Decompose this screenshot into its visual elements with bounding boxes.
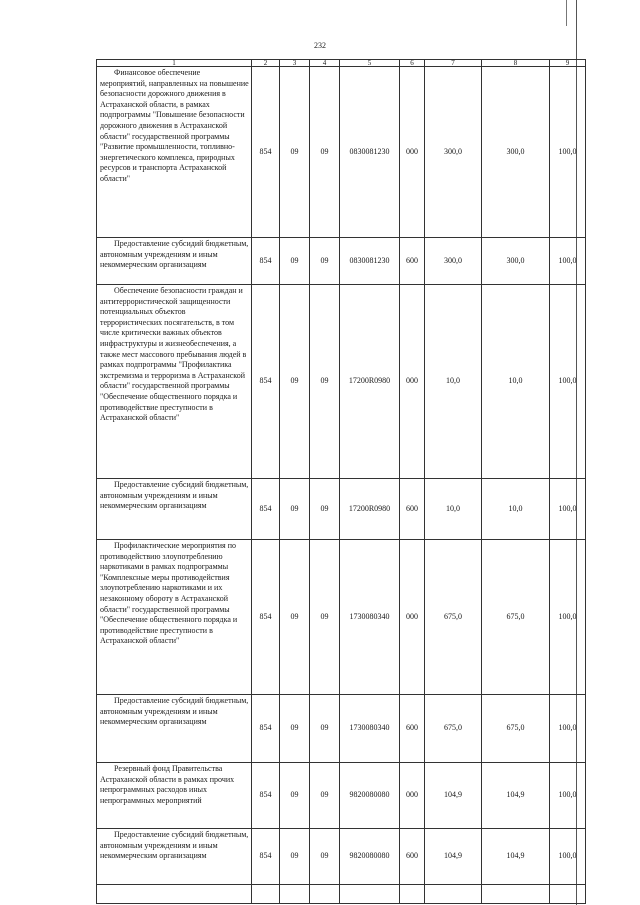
row-cell: 9820080080 xyxy=(340,763,400,829)
row-cell: 100,0 xyxy=(550,285,586,479)
row-cell: 100,0 xyxy=(550,540,586,695)
row-cell: 1730080340 xyxy=(340,695,400,763)
row-cell: 104,9 xyxy=(482,763,550,829)
row-cell: 854 xyxy=(252,695,280,763)
row-cell: 854 xyxy=(252,238,280,285)
row-cell: 675,0 xyxy=(425,695,482,763)
header-cell: 8 xyxy=(482,60,550,67)
row-cell: 0830081230 xyxy=(340,67,400,238)
row-cell: 675,0 xyxy=(482,695,550,763)
row-cell: 09 xyxy=(280,67,310,238)
row-name-cell xyxy=(97,67,252,238)
row-cell: 100,0 xyxy=(550,829,586,885)
row-cell: 09 xyxy=(310,285,340,479)
row-cell: 09 xyxy=(280,479,310,540)
row-cell: 100,0 xyxy=(550,67,586,238)
row-cell: 300,0 xyxy=(482,67,550,238)
row-cell: 10,0 xyxy=(482,285,550,479)
row-cell: 675,0 xyxy=(425,540,482,695)
table-row xyxy=(97,540,586,695)
row-cell: 09 xyxy=(310,695,340,763)
row-cell: 854 xyxy=(252,829,280,885)
row-cell: 09 xyxy=(310,829,340,885)
row-name: Финансовое обеспечение мероприятий, направленных на повышение безопасности дорожного движения в Астраханской области, в рамках подпрограммы "Повышение безопасности дорожного движения в Астраханской области" государственной программы "Развитие промышленности, топливно-энергетического комплекса, природных ресурсов и транспорта Астраханской области" xyxy=(100,68,249,183)
header-cell: 5 xyxy=(340,60,400,67)
table-row xyxy=(97,238,586,285)
budget-table xyxy=(96,59,586,904)
row-name: Предоставление субсидий бюджетным, автономным учреждениям и иным некоммерческим организациям xyxy=(100,696,249,727)
row-cell: 100,0 xyxy=(550,763,586,829)
row-name-cell xyxy=(97,829,252,885)
header-cell: 2 xyxy=(252,60,280,67)
row-name: Предоставление субсидий бюджетным, автономным учреждениям и иным некоммерческим организациям xyxy=(100,480,249,511)
row-cell: 854 xyxy=(252,479,280,540)
row-name-cell xyxy=(97,540,252,695)
row-name-cell xyxy=(97,763,252,829)
row-cell: 09 xyxy=(280,695,310,763)
table-row xyxy=(97,763,586,829)
row-name: Резервный фонд Правительства Астраханской области в рамках прочих непрограммных расходов иных непрограммных мероприятий xyxy=(100,764,235,805)
row-cell: 09 xyxy=(280,763,310,829)
row-name-cell xyxy=(97,285,252,479)
row-name-cell xyxy=(97,238,252,285)
row-name-cell xyxy=(97,479,252,540)
row-cell: 09 xyxy=(310,763,340,829)
header-cell: 9 xyxy=(550,60,586,67)
row-cell: 104,9 xyxy=(425,763,482,829)
row-name-cell xyxy=(97,695,252,763)
header-cell: 6 xyxy=(400,60,425,67)
row-cell: 000 xyxy=(400,67,425,238)
row-cell: 000 xyxy=(400,763,425,829)
row-cell: 100,0 xyxy=(550,479,586,540)
row-cell: 09 xyxy=(280,829,310,885)
row-cell: 300,0 xyxy=(425,67,482,238)
row-cell: 1730080340 xyxy=(340,540,400,695)
header-cell: 7 xyxy=(425,60,482,67)
row-cell: 854 xyxy=(252,67,280,238)
row-cell: 10,0 xyxy=(425,479,482,540)
row-cell: 09 xyxy=(280,540,310,695)
header-cell: 1 xyxy=(97,60,252,67)
row-cell: 09 xyxy=(280,285,310,479)
row-cell: 104,9 xyxy=(482,829,550,885)
row-cell: 600 xyxy=(400,829,425,885)
row-cell: 10,0 xyxy=(425,285,482,479)
row-cell: 09 xyxy=(310,479,340,540)
row-cell: 600 xyxy=(400,479,425,540)
row-cell: 100,0 xyxy=(550,238,586,285)
row-cell: 09 xyxy=(310,238,340,285)
row-cell: 09 xyxy=(310,67,340,238)
row-cell: 09 xyxy=(280,238,310,285)
table-row xyxy=(97,829,586,885)
row-cell: 300,0 xyxy=(482,238,550,285)
row-cell: 0830081230 xyxy=(340,238,400,285)
row-cell: 854 xyxy=(252,540,280,695)
page-number: 232 xyxy=(314,41,326,50)
row-cell: 854 xyxy=(252,285,280,479)
table-row xyxy=(97,285,586,479)
row-cell: 17200R0980 xyxy=(340,479,400,540)
table-row xyxy=(97,479,586,540)
table-row xyxy=(97,67,586,238)
row-name: Обеспечение безопасности граждан и антитеррористической защищенности потенциальных объектов террористических посягательств, в том числе критически важных объектов инфраструктуры и жизнеобеспечения, а также мест массового пребывания людей в рамках подпрограммы "Профилактика экстремизма и терроризма в Астраханской области" государственной программы "Обеспечение общественного порядка и противодействие преступности в Астраханской области" xyxy=(100,286,247,423)
row-cell: 10,0 xyxy=(482,479,550,540)
row-name: Предоставление субсидий бюджетным, автономным учреждениям и иным некоммерческим организациям xyxy=(100,830,249,861)
row-cell: 09 xyxy=(310,540,340,695)
row-cell: 675,0 xyxy=(482,540,550,695)
row-cell: 104,9 xyxy=(425,829,482,885)
header-cell: 4 xyxy=(310,60,340,67)
row-cell: 9820080080 xyxy=(340,829,400,885)
row-cell: 000 xyxy=(400,285,425,479)
row-name: Профилактические мероприятия по противодействию злоупотреблению наркотиками в рамках подпрограммы "Комплексные меры противодействия злоупотреблению наркотиками и их незаконному обороту в Астраханской области" государственной программы "Обеспечение общественного порядка и противодействие преступности в Астраханской области" xyxy=(100,541,238,646)
table-header-row xyxy=(97,60,586,67)
row-cell: 600 xyxy=(400,238,425,285)
table-row xyxy=(97,695,586,763)
row-cell: 100,0 xyxy=(550,695,586,763)
row-name: Предоставление субсидий бюджетным, автономным учреждениям и иным некоммерческим организациям xyxy=(100,239,249,270)
row-cell: 600 xyxy=(400,695,425,763)
row-cell: 300,0 xyxy=(425,238,482,285)
row-cell: 000 xyxy=(400,540,425,695)
table-row-empty xyxy=(97,885,586,904)
row-cell: 17200R0980 xyxy=(340,285,400,479)
scan-edge-line xyxy=(566,0,567,26)
header-cell: 3 xyxy=(280,60,310,67)
row-cell: 854 xyxy=(252,763,280,829)
